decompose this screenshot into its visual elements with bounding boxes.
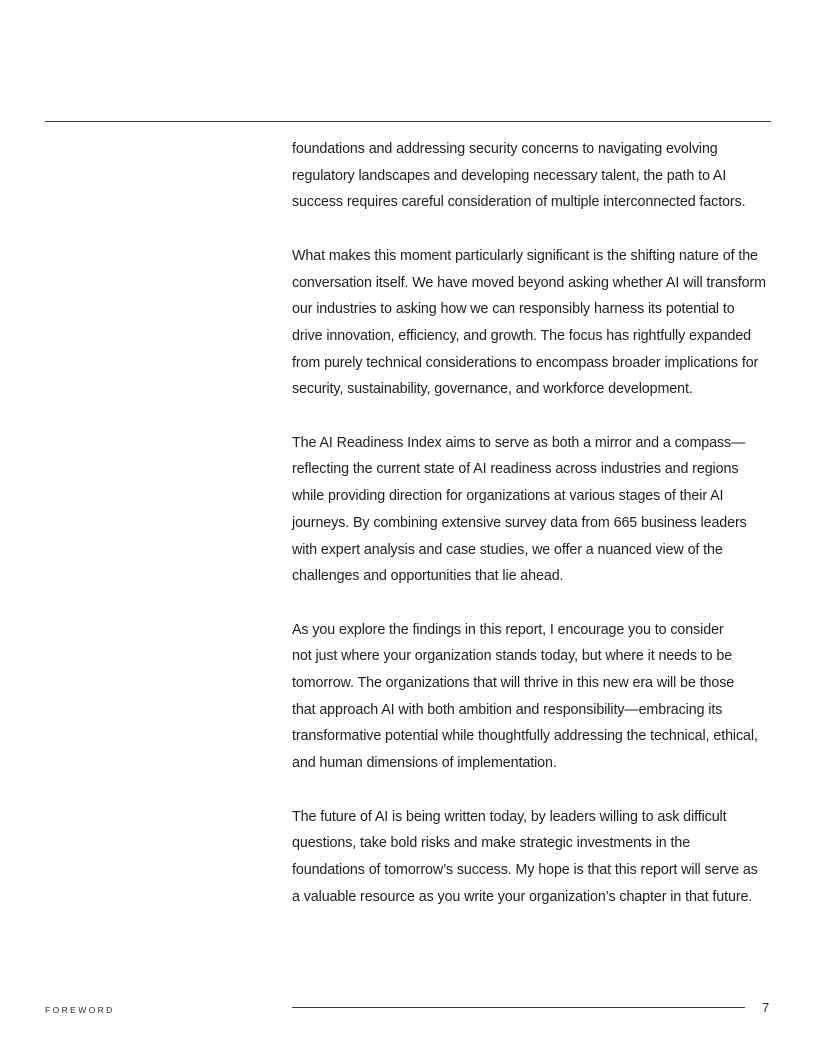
text-line: The AI Readiness Index aims to serve as both a mirror and a compass— [292, 434, 746, 451]
paragraph [292, 243, 774, 403]
text-line: a valuable resource as you write your organization’s chapter in that future. [292, 888, 753, 905]
text-line: from purely technical considerations to encompass broader implications for [292, 354, 759, 371]
text-line: our industries to asking how we can responsibly harness its potential to [292, 301, 735, 318]
text-line: The future of AI is being written today, by leaders willing to ask difficult [292, 808, 727, 825]
text-line: success requires careful consideration of multiple interconnected factors. [292, 194, 746, 211]
paragraph [292, 617, 774, 777]
paragraph [292, 136, 774, 216]
text-line: reflecting the current state of AI readiness across industries and regions [292, 461, 739, 478]
text-line: while providing direction for organizations at various stages of their AI [292, 488, 724, 505]
text-line: and human dimensions of implementation. [292, 755, 557, 772]
footer-section-label: FOREWORD [45, 1005, 115, 1015]
text-line: regulatory landscapes and developing necessary talent, the path to AI [292, 167, 727, 184]
text-line: drive innovation, efficiency, and growth. The focus has rightfully expanded [292, 327, 752, 344]
page-number: 7 [762, 1000, 770, 1015]
text-line: tomorrow. The organizations that will thrive in this new era will be those [292, 675, 735, 692]
paragraph [292, 430, 774, 590]
text-line: questions, take bold risks and make strategic investments in the [292, 835, 691, 852]
footer-divider [292, 1007, 745, 1008]
text-line: What makes this moment particularly significant is the shifting nature of the [292, 247, 758, 264]
text-line: that approach AI with both ambition and responsibility—embracing its [292, 701, 723, 718]
text-line: transformative potential while thoughtfully addressing the technical, ethical, [292, 728, 758, 745]
text-line: security, sustainability, governance, and workforce development. [292, 381, 693, 398]
text-line: not just where your organization stands today, but where it needs to be [292, 648, 733, 665]
text-line: foundations of tomorrow’s success. My hope is that this report will serve as [292, 861, 758, 878]
body-text [292, 136, 774, 910]
text-line: conversation itself. We have moved beyond asking whether AI will transform [292, 274, 766, 291]
text-line: journeys. By combining extensive survey data from 665 business leaders [292, 514, 747, 531]
header-divider [45, 121, 771, 122]
text-line: foundations and addressing security concerns to navigating evolving [292, 141, 718, 157]
text-line: with expert analysis and case studies, we offer a nuanced view of the [292, 541, 723, 558]
paragraph [292, 804, 774, 911]
text-line: challenges and opportunities that lie ahead. [292, 568, 564, 585]
text-line: As you explore the findings in this report, I encourage you to consider [292, 621, 724, 638]
